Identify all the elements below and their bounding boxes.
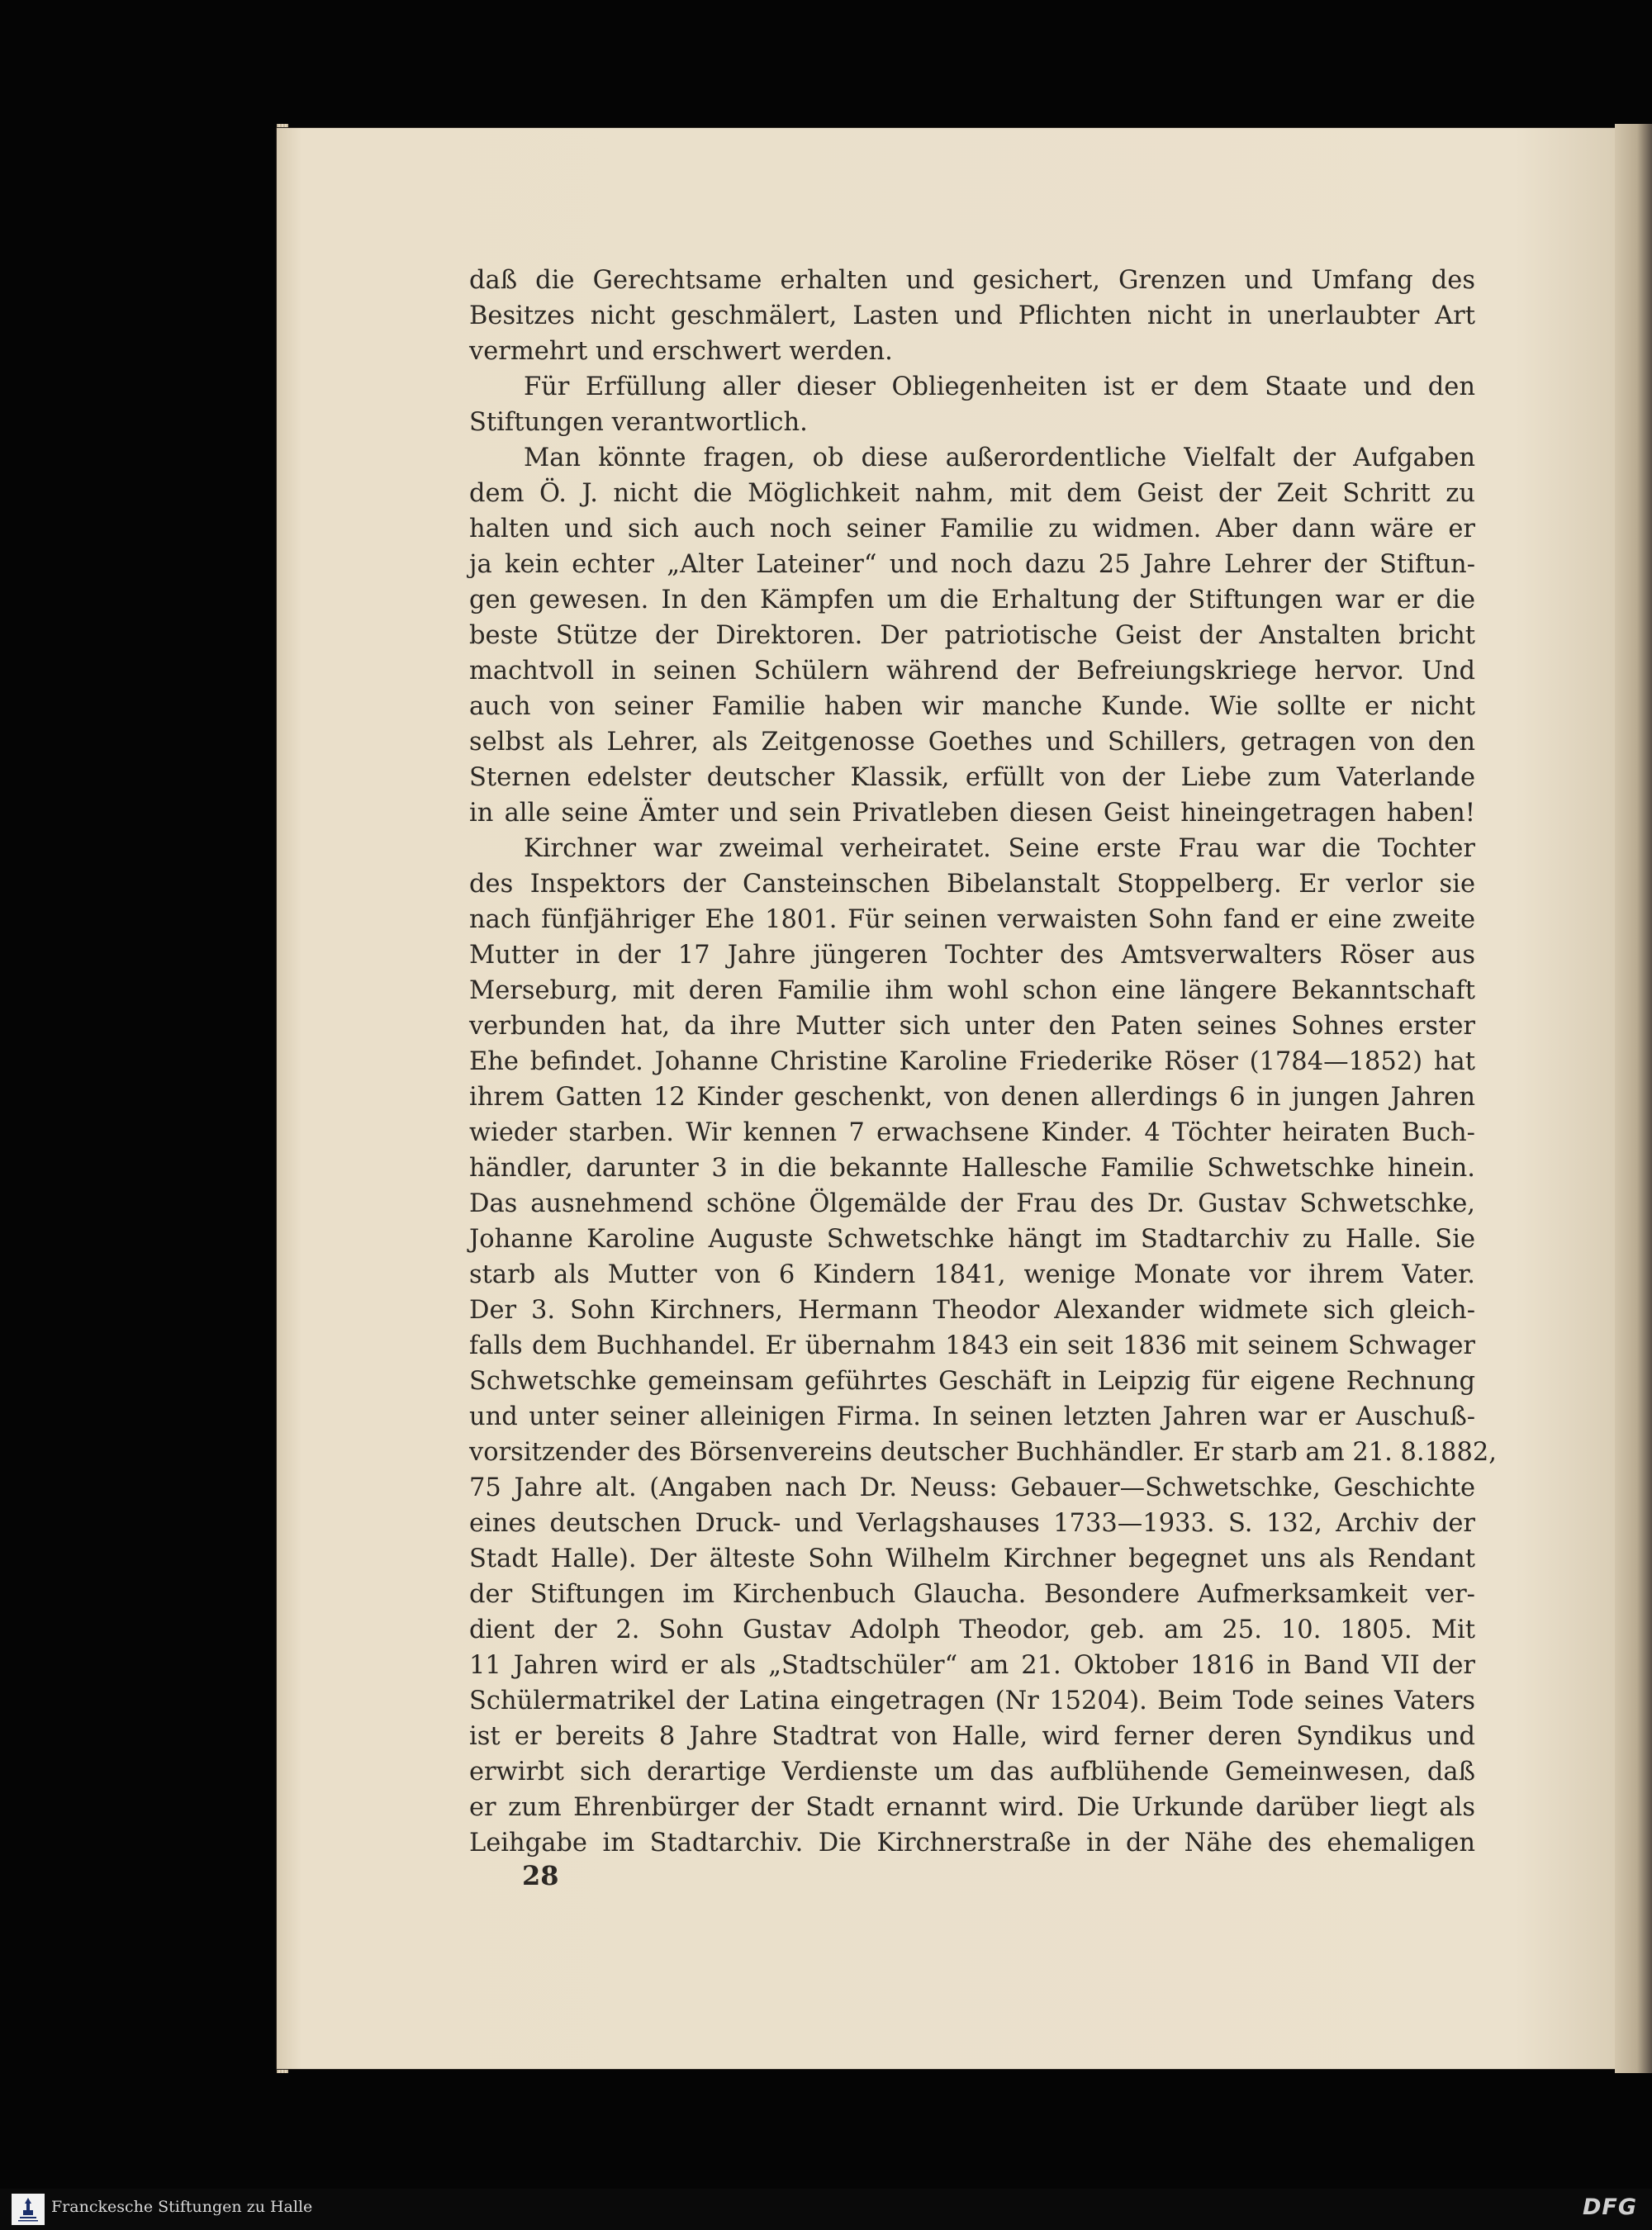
- text-line: selbst als Lehrer, als Zeitgenosse Goethes und Schillers, getragen von den: [469, 728, 1475, 757]
- page-number: 28: [522, 1860, 559, 1891]
- text-line: Besitzes nicht geschmälert, Lasten und Pflichten nicht in unerlaubter Art: [469, 301, 1475, 330]
- text-line: halten und sich auch noch seiner Familie zu widmen. Aber dann wäre er: [469, 515, 1475, 543]
- text-line: 11 Jahren wird er als „Stadtschüler“ am 21. Oktober 1816 in Band VII der: [469, 1651, 1475, 1680]
- text-line: eines deutschen Druck- und Verlagshauses 1733—1933. S. 132, Archiv der: [469, 1509, 1475, 1538]
- text-line: in alle seine Ämter und sein Privatleben diesen Geist hineingetragen haben!: [469, 799, 1475, 828]
- text-line: vermehrt und erschwert werden.: [469, 337, 893, 366]
- text-line: ja kein echter „Alter Lateiner“ und noch dazu 25 Jahre Lehrer der Stiftun-: [469, 550, 1475, 579]
- text-line: der Stiftungen im Kirchenbuch Glaucha. Besondere Aufmerksamkeit ver-: [469, 1580, 1475, 1609]
- text-line: Das ausnehmend schöne Ölgemälde der Frau des Dr. Gustav Schwetschke,: [469, 1189, 1475, 1218]
- text-line: starb als Mutter von 6 Kindern 1841, wenige Monate vor ihrem Vater.: [469, 1260, 1475, 1289]
- text-line: Stiftungen verantwortlich.: [469, 408, 808, 437]
- book-right-edge: [1615, 124, 1652, 2073]
- text-line: Merseburg, mit deren Familie ihm wohl schon eine längere Bekanntschaft: [469, 976, 1475, 1005]
- text-line: Kirchner war zweimal verheiratet. Seine erste Frau war die Tochter: [524, 834, 1475, 863]
- text-line: Der 3. Sohn Kirchners, Hermann Theodor Alexander widmete sich gleich-: [469, 1296, 1475, 1325]
- text-line: Sternen edelster deutscher Klassik, erfüllt von der Liebe zum Vaterlande: [469, 763, 1475, 792]
- text-line: Johanne Karoline Auguste Schwetschke hängt im Stadtarchiv zu Halle. Sie: [469, 1225, 1475, 1254]
- footer-institution-link[interactable]: Franckesche Stiftungen zu Halle: [51, 2198, 313, 2216]
- text-line: Schülermatrikel der Latina eingetragen (Nr 15204). Beim Tode seines Vaters: [469, 1687, 1475, 1715]
- text-line: vorsitzender des Börsenvereins deutscher Buchhändler. Er starb am 21. 8.1882,: [469, 1438, 1497, 1467]
- text-line: gen gewesen. In den Kämpfen um die Erhaltung der Stiftungen war er die: [469, 586, 1475, 614]
- text-line: verbunden hat, da ihre Mutter sich unter den Paten seines Sohnes erster: [469, 1012, 1475, 1041]
- text-line: erwirbt sich derartige Verdienste um das aufblühende Gemeinwesen, daß: [469, 1758, 1475, 1786]
- text-line: Man könnte fragen, ob diese außerordentliche Vielfalt der Aufgaben: [524, 444, 1475, 472]
- text-line: dem Ö. J. nicht die Möglichkeit nahm, mit dem Geist der Zeit Schritt zu: [469, 479, 1475, 508]
- text-line: des Inspektors der Cansteinschen Bibelanstalt Stoppelberg. Er verlor sie: [469, 870, 1475, 899]
- body-text: [469, 263, 1497, 1861]
- text-line: Mutter in der 17 Jahre jüngeren Tochter des Amtsverwalters Röser aus: [469, 941, 1475, 970]
- text-line: ihrem Gatten 12 Kinder geschenkt, von denen allerdings 6 in jungen Jahren: [469, 1083, 1475, 1112]
- text-line: er zum Ehrenbürger der Stadt ernannt wird. Die Urkunde darüber liegt als: [469, 1793, 1475, 1822]
- text-line: und unter seiner alleinigen Firma. In seinen letzten Jahren war er Auschuß-: [469, 1402, 1475, 1431]
- text-line: 75 Jahre alt. (Angaben nach Dr. Neuss: Gebauer—Schwetschke, Geschichte: [469, 1473, 1475, 1502]
- text-line: Für Erfüllung aller dieser Obliegenheiten ist er dem Staate und den: [524, 372, 1475, 401]
- text-line: Stadt Halle). Der älteste Sohn Wilhelm Kirchner begegnet uns als Rendant: [469, 1544, 1475, 1573]
- text-line: händler, darunter 3 in die bekannte Hallesche Familie Schwetschke hinein.: [469, 1154, 1475, 1183]
- dfg-logo[interactable]: DFG: [1582, 2194, 1637, 2220]
- text-line: beste Stütze der Direktoren. Der patriotische Geist der Anstalten bricht: [469, 621, 1475, 650]
- text-line: Leihgabe im Stadtarchiv. Die Kirchnerstraße in der Nähe des ehemaligen: [469, 1829, 1475, 1858]
- text-line: Ehe befindet. Johanne Christine Karoline Friederike Röser (1784—1852) hat: [469, 1047, 1475, 1076]
- text-line: auch von seiner Familie haben wir manche Kunde. Wie sollte er nicht: [469, 692, 1475, 721]
- text-line: Schwetschke gemeinsam geführtes Geschäft in Leipzig für eigene Rechnung: [469, 1367, 1475, 1396]
- franckesche-stiftungen-logo-icon[interactable]: [12, 2194, 45, 2225]
- text-line: nach fünfjähriger Ehe 1801. Für seinen verwaisten Sohn fand er eine zweite: [469, 905, 1475, 934]
- text-line: machtvoll in seinen Schülern während der Befreiungskriege hervor. Und: [469, 657, 1475, 686]
- text-line: falls dem Buchhandel. Er übernahm 1843 ein seit 1836 mit seinem Schwager: [469, 1331, 1475, 1360]
- text-line: wieder starben. Wir kennen 7 erwachsene Kinder. 4 Töchter heiraten Buch-: [469, 1118, 1475, 1147]
- text-line: daß die Gerechtsame erhalten und gesichert, Grenzen und Umfang des: [469, 266, 1475, 295]
- text-line: dient der 2. Sohn Gustav Adolph Theodor, geb. am 25. 10. 1805. Mit: [469, 1616, 1475, 1644]
- text-line: ist er bereits 8 Jahre Stadtrat von Halle, wird ferner deren Syndikus und: [469, 1722, 1475, 1751]
